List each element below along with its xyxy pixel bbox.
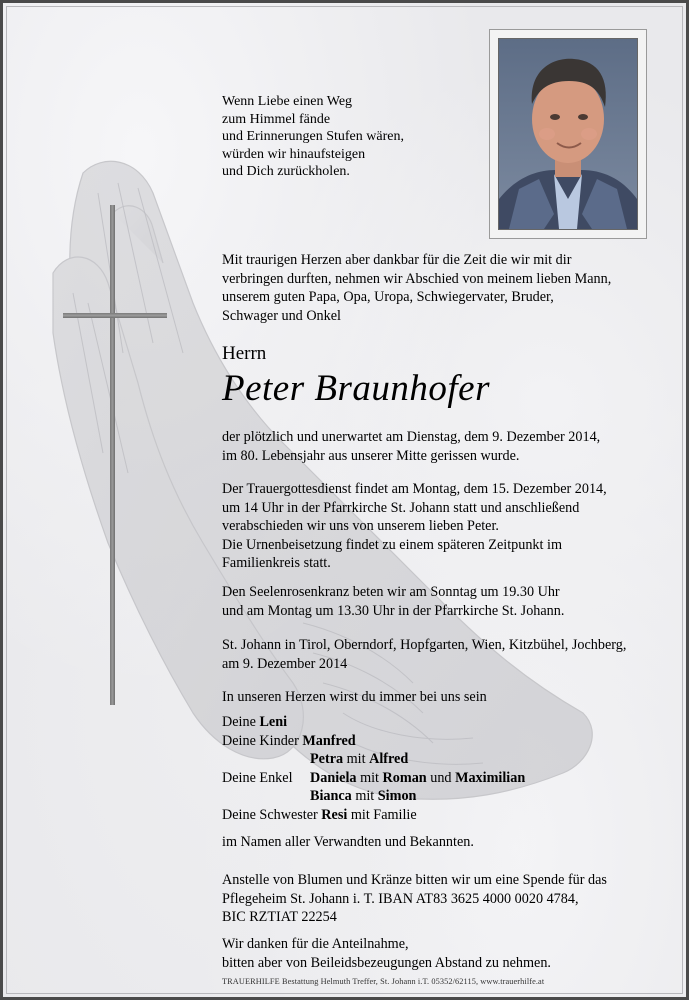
poem: [222, 93, 404, 181]
place-date-line: am 9. Dezember 2014: [222, 655, 348, 672]
intro-line: Mit traurigen Herzen aber dankbar für die Zeit die wir mit dir: [222, 252, 572, 268]
relatives-text: im Namen aller Verwandten und Bekannten.: [222, 833, 474, 850]
family-connector: mit: [351, 788, 378, 805]
family-entry: [310, 750, 408, 769]
deceased-name: Peter Braunhofer: [222, 368, 490, 409]
donation-line: Pflegeheim St. Johann i. T. IBAN AT83 3625 4000 0020 4784,: [222, 890, 579, 907]
family-connector: mit: [343, 751, 370, 768]
family-name: Daniela: [310, 769, 357, 786]
family-name: Simon: [377, 788, 417, 805]
portrait-frame: [489, 29, 647, 239]
family-name: Resi: [321, 806, 348, 823]
poem-line: und Dich zurückholen.: [222, 164, 350, 179]
family-row-relatives: [222, 833, 474, 852]
family-row-children-2: [222, 750, 474, 769]
family-name: Bianca: [310, 788, 352, 805]
cross-vertical-beam: [110, 205, 115, 705]
thanks: [222, 935, 551, 972]
place-date-line: St. Johann in Tirol, Oberndorf, Hopfgarten, Wien, Kitzbühel, Jochberg,: [222, 637, 627, 653]
family-name: Alfred: [369, 751, 409, 768]
intro-text: [222, 251, 611, 325]
family-label: Deine Kinder: [222, 732, 303, 749]
portrait-image: [499, 39, 637, 229]
family-connector: mit Familie: [347, 806, 417, 823]
family-label: Deine Enkel: [222, 769, 293, 786]
salutation: Herrn: [222, 343, 267, 364]
family-connector: und: [426, 769, 456, 786]
death-notice: [222, 428, 600, 465]
family-label: Deine Schwester: [222, 806, 322, 823]
service-line: Familienkreis statt.: [222, 555, 331, 572]
service-line: Die Urnenbeisetzung findet zu einem späteren Zeitpunkt im: [222, 536, 562, 553]
death-notice-line: im 80. Lebensjahr aus unserer Mitte gerissen wurde.: [222, 447, 520, 464]
rosary-line: Den Seelenrosenkranz beten wir am Sonntag um 19.30 Uhr: [222, 584, 560, 600]
service-line: um 14 Uhr in der Pfarrkirche St. Johann statt und anschließend: [222, 499, 580, 516]
family-name: Roman: [382, 769, 427, 786]
cross-horizontal-beam: [63, 313, 167, 318]
intro-line: Schwager und Onkel: [222, 307, 341, 324]
poem-line: zum Himmel fände: [222, 111, 331, 127]
family-name: Maximilian: [455, 769, 526, 786]
farewell-line: In unseren Herzen wirst du immer bei uns sein: [222, 689, 487, 705]
family-row-children: [222, 732, 474, 751]
family-label: Deine: [222, 714, 260, 730]
portrait-photo: [498, 38, 638, 230]
donation-line: Anstelle von Blumen und Kränze bitten wir um eine Spende für das: [222, 872, 607, 888]
family-row-sister: [222, 806, 474, 825]
poem-line: und Erinnerungen Stufen wären,: [222, 129, 404, 144]
family-entry: [310, 769, 525, 788]
thanks-line: bitten aber von Beileidsbezeugungen Abstand zu nehmen.: [222, 954, 551, 971]
poem-line: würden wir hinaufsteigen: [222, 146, 366, 162]
family-name: Petra: [310, 751, 344, 768]
donation-request: [222, 871, 607, 927]
rosary-info: [222, 583, 564, 620]
family-connector: mit: [356, 769, 383, 786]
donation-line: BIC RZTIAT 22254: [222, 909, 337, 926]
family-row-wife: [222, 713, 474, 732]
service-line: verabschieden wir uns von unserem lieben Peter.: [222, 518, 499, 535]
service-info: [222, 480, 607, 573]
death-notice-line: der plötzlich und unerwartet am Dienstag, dem 9. Dezember 2014,: [222, 429, 601, 445]
service-line: Der Trauergottesdienst findet am Montag, dem 15. Dezember 2014,: [222, 481, 607, 497]
family-list: [222, 713, 526, 851]
family-row-grandchildren-2: [222, 787, 474, 806]
poem-line: Wenn Liebe einen Weg: [222, 94, 353, 109]
family-name: Leni: [259, 714, 288, 730]
family-entry: [310, 787, 416, 806]
place-date: [222, 636, 626, 673]
funeral-home-footer: TRAUERHILFE Bestattung Helmuth Treffer, St. Johann i.T. 05352/62115, www.trauerhilfe.at: [222, 977, 545, 986]
thanks-line: Wir danken für die Anteilnahme,: [222, 936, 409, 952]
intro-line: verbringen durften, nehmen wir Abschied von meinem lieben Mann,: [222, 270, 612, 287]
family-row-grandchildren: [222, 769, 526, 788]
farewell: [222, 688, 487, 707]
family-name: Manfred: [302, 732, 356, 749]
intro-line: unserem guten Papa, Opa, Uropa, Schwiegervater, Bruder,: [222, 289, 554, 306]
rosary-line: und am Montag um 13.30 Uhr in der Pfarrkirche St. Johann.: [222, 602, 565, 619]
